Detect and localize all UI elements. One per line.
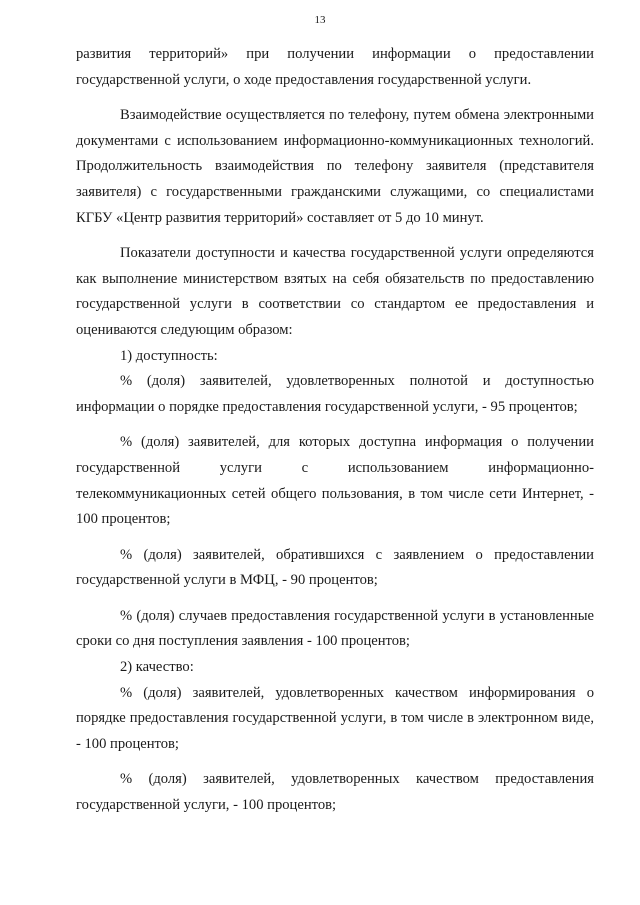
list-heading-accessibility: 1) доступность: [120,347,218,364]
page-number: 13 [314,14,326,26]
list-heading-quality: 2) качество: [120,659,194,676]
paragraph-indicators: Показатели доступности и качества государственной услуги определяются как выполнение министерством взятых на себя обязательств по предоставлению государственной услуги в соответствии со стандартом ее предоставления и оцениваются следующим образом: [76,245,594,338]
document-body [76,42,594,819]
list-item-accessibility-2: % (доля) заявителей, для которых доступна информация о получении государственной услуги с использованием информационно-телекоммуникационных сетей общего пользования, в том числе сети Интернет, - 100 процентов; [76,434,594,528]
paragraph-interaction: Взаимодействие осуществляется по телефону, путем обмена электронными документами с использованием информационно-коммуникационных технологий. Продолжительность взаимодействия по телефону заявителя (представителя заявителя) с государственными гражданскими служащими, со специалистами КГБУ «Центр развития территорий» составляет от 5 до 10 минут. [76,107,594,226]
list-item-accessibility-4: % (доля) случаев предоставления государственной услуги в установленные сроки со дня поступления заявления - 100 процентов; [76,607,594,650]
list-item-quality-1: % (доля) заявителей, удовлетворенных качеством информирования о порядке предоставления государственной услуги, в том числе в электронном виде, - 100 процентов; [76,684,594,752]
list-item-quality-2: % (доля) заявителей, удовлетворенных качеством предоставления государственной услуги, - 100 процентов; [76,771,594,814]
list-item-accessibility-1: % (доля) заявителей, удовлетворенных полнотой и доступностью информации о порядке предоставления государственной услуги, - 95 процентов; [76,373,594,415]
paragraph-continuation: развития территорий» при получении информации о предоставлении государственной услуги, о ходе предоставления государственной услуги. [76,46,594,88]
list-item-accessibility-3: % (доля) заявителей, обратившихся с заявлением о предоставлении государственной услуги в МФЦ, - 90 процентов; [76,546,594,589]
